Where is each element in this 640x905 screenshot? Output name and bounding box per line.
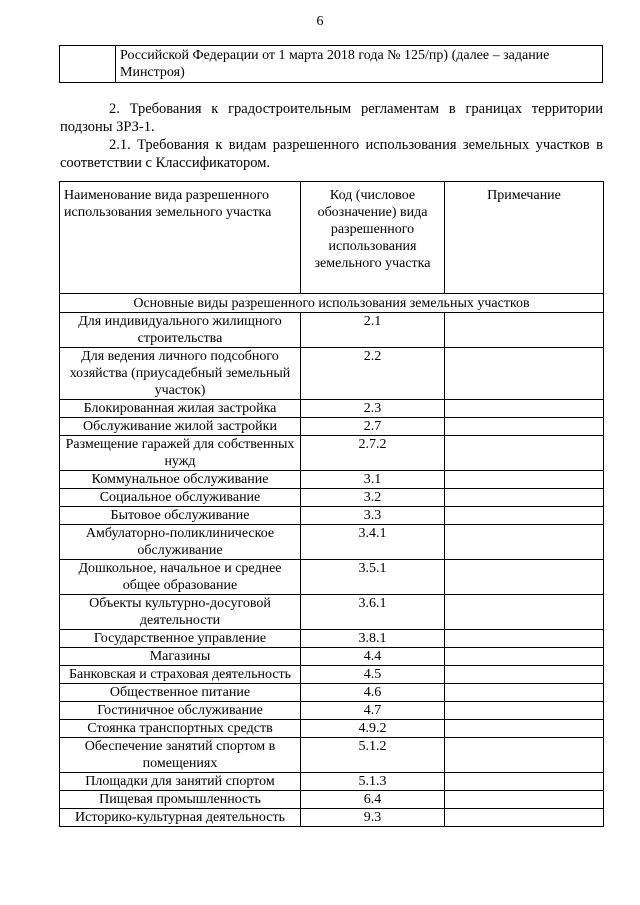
section-title: Основные виды разрешенного использования земельных участков	[60, 294, 604, 313]
row-name-cell: Бытовое обслуживание	[60, 507, 301, 525]
row-note-cell	[445, 489, 604, 507]
row-note-cell	[445, 313, 604, 348]
row-name-cell: Пищевая промышленность	[60, 791, 301, 809]
row-note-cell	[445, 684, 604, 702]
row-name-cell: Историко-культурная деятельность	[60, 809, 301, 827]
row-name-cell: Банковская и страховая деятельность	[60, 666, 301, 684]
row-name-cell: Амбулаторно-поликлиническое обслуживание	[60, 525, 301, 560]
row-code-cell: 3.2	[301, 489, 445, 507]
table-row	[60, 738, 604, 773]
row-name-cell: Для индивидуального жилищного строительства	[60, 313, 301, 348]
continuation-text-cell	[116, 46, 603, 83]
row-code-cell: 6.4	[301, 791, 445, 809]
row-note-cell	[445, 773, 604, 791]
header-note: Примечание	[445, 182, 604, 294]
row-note-cell	[445, 648, 604, 666]
header-name: Наименование вида разрешенного использования земельного участка	[60, 182, 301, 294]
table-body	[60, 313, 604, 827]
row-code-cell: 4.4	[301, 648, 445, 666]
paragraph-requirements: 2. Требования к градостроительным регламентам в границах территории подзоны ЗРЗ-1.	[60, 101, 603, 135]
table-row	[60, 648, 604, 666]
row-name-cell: Стоянка транспортных средств	[60, 720, 301, 738]
paragraph-classifier: 2.1. Требования к видам разрешенного использования земельных участков в соответствии с Классификатором.	[60, 137, 603, 171]
row-name-cell: Дошкольное, начальное и среднее общее образование	[60, 560, 301, 595]
table-row	[60, 471, 604, 489]
row-note-cell	[445, 738, 604, 773]
row-note-cell	[445, 525, 604, 560]
row-note-cell	[445, 507, 604, 525]
row-name-cell: Объекты культурно-досуговой деятельности	[60, 595, 301, 630]
row-note-cell	[445, 666, 604, 684]
row-note-cell	[445, 791, 604, 809]
table-row	[60, 666, 604, 684]
table-row	[60, 720, 604, 738]
row-name-cell: Обеспечение занятий спортом в помещениях	[60, 738, 301, 773]
section-row	[60, 294, 604, 313]
row-note-cell	[445, 400, 604, 418]
row-name-cell: Гостиничное обслуживание	[60, 702, 301, 720]
row-note-cell	[445, 418, 604, 436]
row-code-cell: 2.1	[301, 313, 445, 348]
row-code-cell: 2.3	[301, 400, 445, 418]
row-name-cell: Государственное управление	[60, 630, 301, 648]
land-use-table	[59, 181, 604, 827]
row-code-cell: 4.6	[301, 684, 445, 702]
page-number: 6	[316, 14, 324, 29]
row-code-cell: 4.7	[301, 702, 445, 720]
row-note-cell	[445, 595, 604, 630]
table-row	[60, 400, 604, 418]
table-row	[60, 684, 604, 702]
row-code-cell: 3.5.1	[301, 560, 445, 595]
row-code-cell: 3.4.1	[301, 525, 445, 560]
table-row	[60, 348, 604, 400]
row-code-cell: 2.7.2	[301, 436, 445, 471]
row-note-cell	[445, 348, 604, 400]
row-code-cell: 9.3	[301, 809, 445, 827]
row-note-cell	[445, 702, 604, 720]
row-name-cell: Обслуживание жилой застройки	[60, 418, 301, 436]
table-row	[60, 809, 604, 827]
continuation-line-2: Минстроя)	[120, 65, 185, 80]
row-code-cell: 3.8.1	[301, 630, 445, 648]
table-row	[60, 418, 604, 436]
row-code-cell: 4.9.2	[301, 720, 445, 738]
row-code-cell: 5.1.3	[301, 773, 445, 791]
row-note-cell	[445, 471, 604, 489]
row-name-cell: Блокированная жилая застройка	[60, 400, 301, 418]
row-name-cell: Коммунальное обслуживание	[60, 471, 301, 489]
row-note-cell	[445, 720, 604, 738]
row-name-cell: Размещение гаражей для собственных нужд	[60, 436, 301, 471]
row-name-cell: Площадки для занятий спортом	[60, 773, 301, 791]
table-row	[60, 313, 604, 348]
row-name-cell: Для ведения личного подсобного хозяйства (приусадебный земельный участок)	[60, 348, 301, 400]
table-row	[60, 525, 604, 560]
row-code-cell: 4.5	[301, 666, 445, 684]
row-code-cell: 3.3	[301, 507, 445, 525]
row-code-cell: 5.1.2	[301, 738, 445, 773]
row-note-cell	[445, 630, 604, 648]
table-row	[60, 630, 604, 648]
row-note-cell	[445, 809, 604, 827]
row-code-cell: 2.2	[301, 348, 445, 400]
table-row	[60, 595, 604, 630]
row-note-cell	[445, 436, 604, 471]
table-row	[60, 507, 604, 525]
row-code-cell: 2.7	[301, 418, 445, 436]
row-name-cell: Магазины	[60, 648, 301, 666]
continuation-row	[60, 46, 603, 83]
table-row	[60, 702, 604, 720]
row-code-cell: 3.1	[301, 471, 445, 489]
row-name-cell: Социальное обслуживание	[60, 489, 301, 507]
table-header-row	[60, 182, 604, 294]
row-code-cell: 3.6.1	[301, 595, 445, 630]
row-name-cell: Общественное питание	[60, 684, 301, 702]
table-row	[60, 560, 604, 595]
table-row	[60, 489, 604, 507]
header-code: Код (числовое обозначение) вида разрешенного использования земельного участка	[301, 182, 445, 294]
table-row	[60, 791, 604, 809]
continuation-line-1: Российской Федерации от 1 марта 2018 года № 125/пр) (далее – задание	[120, 48, 550, 63]
continuation-table	[59, 45, 603, 83]
continuation-blank-cell	[60, 46, 116, 83]
row-note-cell	[445, 560, 604, 595]
table-row	[60, 773, 604, 791]
table-row	[60, 436, 604, 471]
